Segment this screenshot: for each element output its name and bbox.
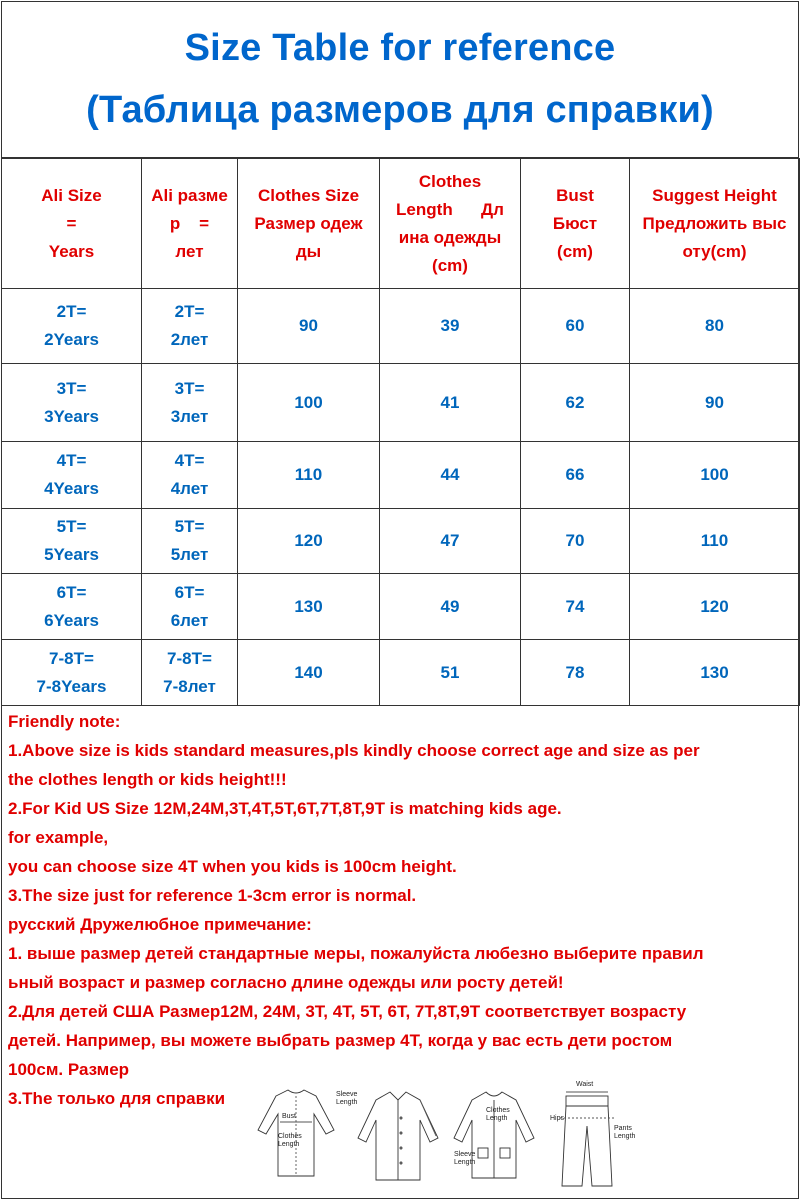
header-text: р = [169, 213, 210, 233]
note-line: the clothes length or kids height!!! [8, 770, 287, 789]
cell-ali-size [2, 509, 142, 574]
label-bust: Bust [282, 1113, 297, 1120]
header-clothes-size [238, 159, 380, 289]
note-line: 1. выше размер детей стандартные меры, пожалуйста любезно выберите правил [8, 944, 704, 963]
cell-ali-size [2, 289, 142, 364]
header-text: Length Дл [396, 199, 504, 219]
header-text: Ali Size [41, 185, 102, 205]
cell-text: 3лет [170, 406, 209, 426]
cell-length: 39 [380, 289, 521, 364]
cell-text: 5T= [174, 517, 205, 536]
cell-clothes-size: 120 [238, 509, 380, 574]
table-row [2, 442, 800, 509]
cell-ali-size [2, 574, 142, 640]
cell-bust: 78 [521, 640, 630, 706]
table-row [2, 574, 800, 640]
cell-ali-ru [142, 364, 238, 442]
cell-bust: 70 [521, 509, 630, 574]
note-line: детей. Например, вы можете выбрать размер 4T, когда у вас есть дети ростом [8, 1031, 673, 1050]
size-table [1, 158, 800, 706]
cell-height: 110 [630, 509, 800, 574]
page-subtitle: (Таблица размеров для справки) [86, 89, 714, 131]
note-line: you can choose size 4T when you kids is 100cm height. [8, 857, 457, 876]
cell-text: 4T= [174, 451, 205, 470]
cell-ali-size [2, 442, 142, 509]
cell-text: 6T= [56, 582, 87, 602]
header-text: оту(cm) [682, 241, 747, 261]
cell-text: 6Years [44, 610, 99, 630]
cell-bust: 62 [521, 364, 630, 442]
cell-height: 120 [630, 574, 800, 640]
table-row [2, 509, 800, 574]
cell-text: 5T= [56, 517, 87, 536]
cell-clothes-size: 130 [238, 574, 380, 640]
note-line: for example, [8, 828, 109, 847]
note-line: 2.Для детей США Размер12M, 24M, 3T, 4T, 5T, 6T, 7T,8T,9T соответствует возрасту [8, 1002, 687, 1021]
note-heading: Friendly note: [8, 712, 121, 731]
table-row [2, 364, 800, 442]
cell-ali-ru [142, 509, 238, 574]
cell-text: 4Years [44, 479, 99, 498]
cell-text: 2T= [56, 302, 87, 321]
header-text: Бюст [552, 213, 598, 233]
note-heading-ru: русский Дружелюбное примечание: [8, 915, 312, 934]
cell-clothes-size: 90 [238, 289, 380, 364]
cell-text: 7-8лет [163, 676, 216, 696]
header-text: Bust [556, 185, 594, 205]
label-pants-length: Pants Length [614, 1125, 636, 1140]
note-line: 100см. Размер [8, 1060, 130, 1079]
note-line: 1.Above size is kids standard measures,pls kindly choose correct age and size as per [8, 741, 700, 760]
header-text: (cm) [557, 241, 593, 261]
header-clothes-length [380, 159, 521, 289]
cell-text: 2лет [170, 330, 209, 349]
cell-ali-size [2, 640, 142, 706]
header-text: = [66, 213, 77, 233]
cell-length: 41 [380, 364, 521, 442]
cell-length: 49 [380, 574, 521, 640]
label-hips: Hips [550, 1115, 565, 1122]
cell-ali-ru [142, 640, 238, 706]
label-sleeve-length-2: Sleeve Length [454, 1151, 476, 1166]
cell-ali-size [2, 364, 142, 442]
header-text: Предложить выс [642, 213, 787, 233]
cell-text: 2Years [44, 330, 99, 349]
page-title: Size Table for reference [184, 27, 616, 69]
cell-clothes-size: 140 [238, 640, 380, 706]
header-text: ина одежды [398, 227, 502, 247]
note-line: 2.For Kid US Size 12M,24M,3T,4T,5T,6T,7T,8T,9T is matching kids age. [8, 799, 562, 818]
cell-text: 7-8T= [49, 648, 94, 668]
cell-bust: 66 [521, 442, 630, 509]
table-header-row [2, 159, 800, 289]
cell-length: 47 [380, 509, 521, 574]
cell-text: 6лет [170, 610, 209, 630]
table-row [2, 289, 800, 364]
cell-text: 7-8T= [167, 648, 212, 668]
title-block [1, 1, 799, 158]
header-ali-size [2, 159, 142, 289]
header-text: (cm) [432, 255, 468, 275]
cell-text: 6T= [174, 582, 205, 602]
label-waist: Waist [576, 1081, 594, 1088]
cell-text: 5Years [44, 545, 99, 564]
cell-text: 3T= [174, 378, 205, 398]
header-bust [521, 159, 630, 289]
garment-measurement-diagram [236, 1078, 644, 1196]
header-text: лет [175, 241, 204, 261]
header-text: Clothes Size [257, 185, 360, 205]
header-text: Размер одеж [254, 213, 363, 233]
cell-clothes-size: 110 [238, 442, 380, 509]
cell-bust: 74 [521, 574, 630, 640]
cell-ali-ru [142, 574, 238, 640]
header-text: Clothes [418, 171, 482, 191]
cell-text: 7-8Years [36, 676, 107, 696]
cell-ali-ru [142, 289, 238, 364]
cell-length: 51 [380, 640, 521, 706]
header-text: Suggest Height [652, 185, 777, 205]
cell-height: 90 [630, 364, 800, 442]
header-ali-size-ru [142, 159, 238, 289]
cell-text: 3T= [56, 378, 87, 398]
garment-diagram-svg [236, 1078, 644, 1196]
cell-clothes-size: 100 [238, 364, 380, 442]
cell-height: 130 [630, 640, 800, 706]
cell-text: 3Years [44, 406, 99, 426]
cell-height: 100 [630, 442, 800, 509]
label-sleeve-length: Sleeve Length [336, 1091, 358, 1106]
cell-height: 80 [630, 289, 800, 364]
note-line: ьный возраст и размер согласно длине одежды или росту детей! [8, 973, 564, 992]
header-text: ды [295, 241, 322, 261]
note-line: 3.The только для справки [8, 1089, 226, 1108]
cell-length: 44 [380, 442, 521, 509]
cell-text: 5лет [170, 545, 209, 564]
note-line: 3.The size just for reference 1-3cm error is normal. [8, 886, 417, 905]
cell-text: 4T= [56, 451, 87, 470]
friendly-notes [8, 707, 794, 1113]
cell-text: 4лет [170, 479, 209, 498]
label-clothes-length: Clothes Length [278, 1133, 302, 1148]
header-text: Years [48, 241, 95, 261]
pants-illustration [560, 1092, 614, 1186]
cell-text: 2T= [174, 302, 205, 321]
label-clothes-length-2: Clothes Length [486, 1107, 510, 1122]
header-suggest-height [630, 159, 800, 289]
cell-bust: 60 [521, 289, 630, 364]
button-shirt-illustration [358, 1092, 438, 1180]
table-row [2, 640, 800, 706]
header-text: Ali разме [151, 185, 228, 205]
cell-ali-ru [142, 442, 238, 509]
